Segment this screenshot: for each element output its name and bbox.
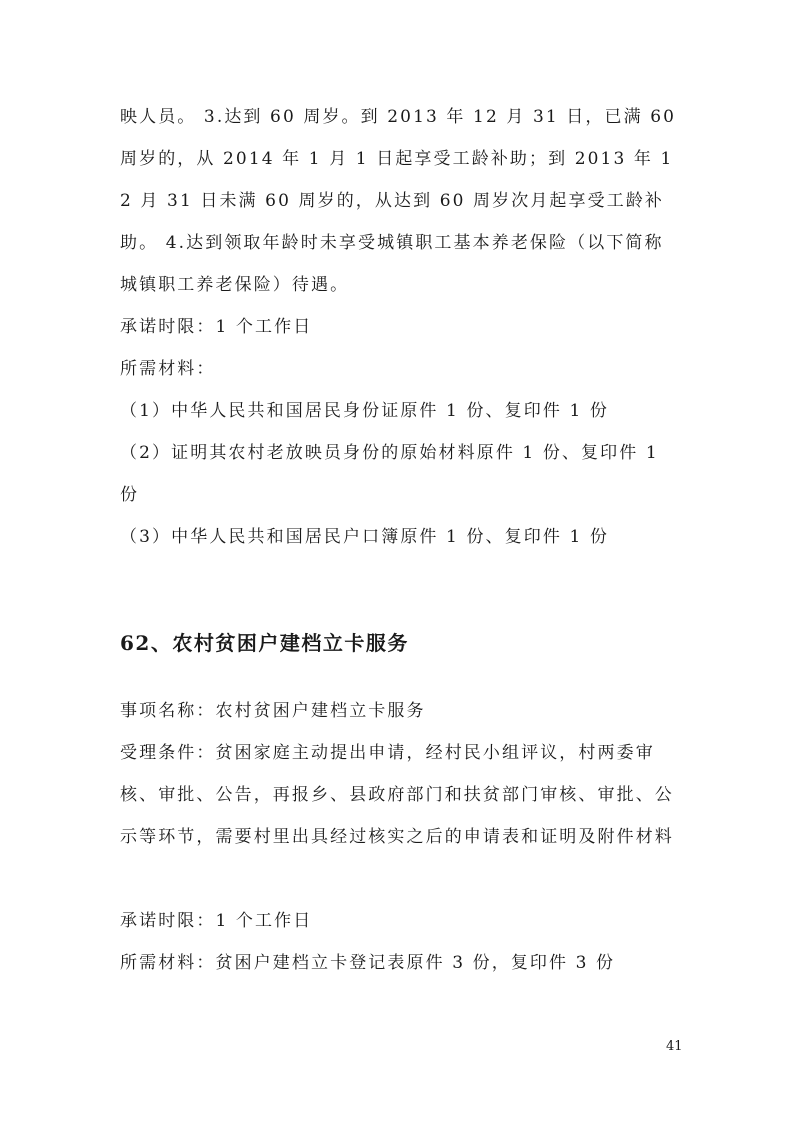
section-62-item-name: 事项名称：农村贫困户建档立卡服务 — [120, 701, 426, 721]
page-number: 41 — [666, 1039, 683, 1054]
section-61-material-item: （2）证明其农村老放映员身份的原始材料原件 1 份、复印件 1 份 — [120, 443, 659, 505]
section-61-material-item: （1）中华人民共和国居民身份证原件 1 份、复印件 1 份 — [120, 401, 609, 421]
section-62-heading: 62、农村贫困户建档立卡服务 — [120, 631, 409, 655]
section-61-materials-label: 所需材料： — [120, 359, 216, 379]
section-61-eligibility-paragraph: 映人员。 3.达到 60 周岁。到 2013 年 12 月 31 日，已满 60 周岁的，从 2014 年 1 月 1 日起享受工龄补助；到 2013 年 12 月 31 日未满 60 周岁的，从达到 60 周岁次月起享受工龄补助。 4.达到领取年龄时未享受城镇职工基本养老保险（以下简称城镇职工养老保险）待遇。 — [120, 107, 677, 295]
section-62-acceptance-conditions: 受理条件：贫困家庭主动提出申请，经村民小组评议，村两委审核、审批、公告，再报乡、县政府部门和扶贫部门审核、审批、公示等环节，需要村里出具经过核实之后的申请表和证明及附件材料 — [120, 743, 674, 847]
section-62-materials: 所需材料：贫困户建档立卡登记表原件 3 份，复印件 3 份 — [120, 953, 616, 973]
section-61-promise-time: 承诺时限：1 个工作日 — [120, 317, 313, 337]
section-61-material-item: （3）中华人民共和国居民户口簿原件 1 份、复印件 1 份 — [120, 527, 609, 547]
section-62-promise-time: 承诺时限：1 个工作日 — [120, 911, 313, 931]
